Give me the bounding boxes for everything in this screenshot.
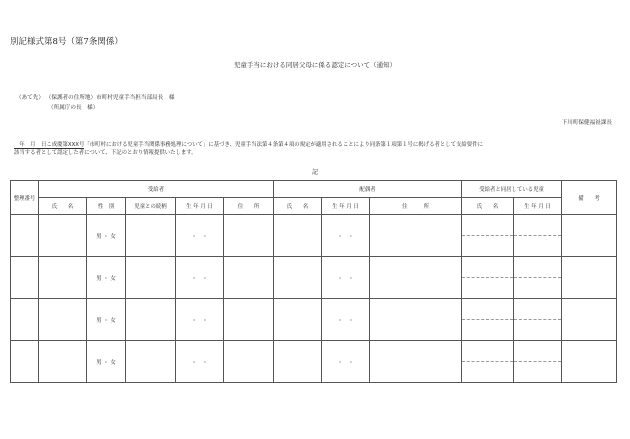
child-name-cell [462,257,514,299]
recipient-address-cell [224,341,274,383]
col-child-name: 氏 名 [462,198,514,215]
table-row [11,257,617,299]
recipient-gender-cell: 男 ・ 女 [87,257,126,299]
recipient-dob-cell: ・ ・ [176,341,224,383]
col-recipient-gender: 性 別 [87,198,126,215]
spouse-dob-cell: ・ ・ [322,215,370,257]
body-line-1 [14,140,483,148]
recipient-address-cell [224,257,274,299]
recipient-address-cell [224,299,274,341]
cc-line: （所属庁の長 様） [48,105,99,111]
recipient-relation-cell [126,341,176,383]
child-dob-cell [514,341,562,383]
col-spouse-dob: 生 年 月 日 [322,198,370,215]
reference-date-number: 年 月 日こ成慶第XXX号 [14,142,85,148]
spouse-dob-cell: ・ ・ [322,257,370,299]
recipient-dob-cell: ・ ・ [176,299,224,341]
col-remarks: 備 考 [562,181,617,215]
col-recipient-dob: 生 年 月 日 [176,198,224,215]
table-row [11,215,617,257]
col-reg-no: 整理番号 [11,181,39,215]
remarks-cell [562,341,617,383]
spouse-name-cell [274,299,322,341]
reg-no-cell [11,341,39,383]
recipient-address-cell [224,215,274,257]
col-recipient-relation: 児童との続柄 [126,198,176,215]
addressee-label: （あて先） [16,95,44,101]
recipient-relation-cell [126,215,176,257]
recipient-gender-cell: 男 ・ 女 [87,299,126,341]
recipient-name-cell [39,299,87,341]
group-recipient: 受給者 [39,181,274,198]
spouse-address-cell [370,257,462,299]
document-title: 児童手当における同居父母に係る認定について（通知） [233,61,397,69]
child-dob-cell [514,215,562,257]
recipient-dob-cell: ・ ・ [176,257,224,299]
remarks-cell [562,299,617,341]
group-child: 受給者と同居している児童 [462,181,562,198]
recipient-relation-cell [126,299,176,341]
spouse-dob-cell: ・ ・ [322,341,370,383]
child-dob-cell [514,257,562,299]
ki-heading: 記 [311,169,318,176]
spouse-address-cell [370,341,462,383]
recipient-name-cell [39,341,87,383]
spouse-address-cell [370,299,462,341]
body-line-2: 該当する者として認定した者について、下記のとおり情報提供いたします。 [14,150,197,156]
recipient-name-cell [39,257,87,299]
body-text-1: 「市町村における児童手当関係事務処理について」に基づき、児童手当法第４条第４項の規定が適用されることにより同条第１項第１号に掲げる者として支給要件に [84,142,483,148]
recipient-gender-cell: 男 ・ 女 [87,341,126,383]
reg-no-cell [11,257,39,299]
recipient-name-cell [39,215,87,257]
col-spouse-name: 氏 名 [274,198,322,215]
child-name-cell [462,299,514,341]
child-name-cell [462,341,514,383]
form-number: 別記様式第8号（第7条関係） [10,37,123,47]
col-child-dob: 生 年 月 日 [514,198,562,215]
table-row [11,299,617,341]
sender: 下川町保健福祉課長 [561,120,612,126]
reg-no-cell [11,215,39,257]
remarks-cell [562,257,617,299]
spouse-name-cell [274,215,322,257]
remarks-cell [562,215,617,257]
recipient-dob-cell: ・ ・ [176,215,224,257]
addressee-line [16,93,174,101]
info-table [10,180,617,383]
spouse-name-cell [274,341,322,383]
recipient-relation-cell [126,257,176,299]
col-recipient-name: 氏 名 [39,198,87,215]
addressee-name: （保護者の住所地）市町村児童手当担当部局長 様 [45,95,175,101]
table-row [11,341,617,383]
col-spouse-address: 住 所 [370,198,462,215]
child-dob-cell [514,299,562,341]
spouse-name-cell [274,257,322,299]
col-recipient-address: 住 所 [224,198,274,215]
spouse-address-cell [370,215,462,257]
reg-no-cell [11,299,39,341]
recipient-gender-cell: 男 ・ 女 [87,215,126,257]
child-name-cell [462,215,514,257]
group-spouse: 配偶者 [274,181,462,198]
spouse-dob-cell: ・ ・ [322,299,370,341]
